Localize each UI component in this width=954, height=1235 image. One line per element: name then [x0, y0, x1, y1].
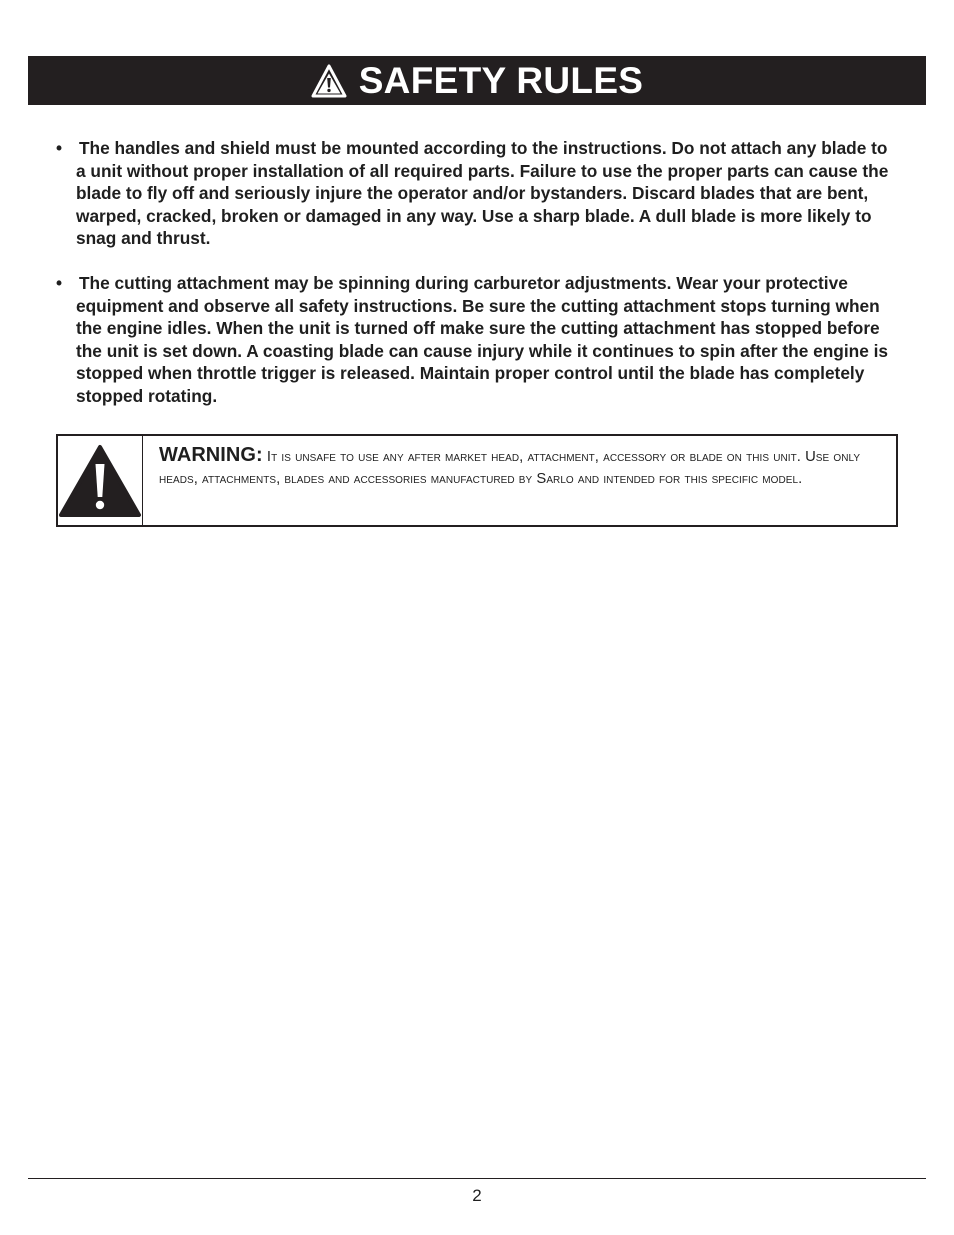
bullet-marker: • [56, 138, 63, 158]
warning-icon-cell [58, 436, 143, 525]
warning-body: It is unsafe to use any after market head, attachment, accessory or blade on this unit. Use only heads, attachments, blades and accessories manufactured by Sarlo and intended for this specific model. [159, 449, 861, 487]
title-group [311, 62, 644, 99]
page-number: 2 [472, 1186, 482, 1205]
warning-message [143, 436, 896, 525]
safety-rule-item [56, 137, 901, 250]
safety-rule-text: The handles and shield must be mounted according to the instructions. Do not attach any blade to a unit without proper installation of all required parts. Failure to use the proper parts can cause the blade to fly off and seriously injure the operator and/or bystanders. Discard blades that are bent, warped, cracked, broken or damaged in any way. Use a sharp blade. A dull blade is more likely to snag and thrust. [76, 138, 889, 249]
warning-box [56, 434, 898, 527]
footer-divider [28, 1178, 926, 1179]
page-title: SAFETY RULES [358, 60, 644, 101]
warning-exclamation-icon [58, 444, 142, 518]
bullet-marker: • [56, 272, 63, 293]
safety-rules-list [56, 137, 901, 408]
warning-label: WARNING: [159, 444, 263, 466]
warning-triangle-icon [311, 64, 347, 98]
title-bar [28, 56, 926, 105]
safety-rule-item [56, 272, 901, 408]
safety-rule-text: The cutting attachment may be spinning during carburetor adjustments. Wear your protective equipment and observe all safety instructions. Be sure the cutting attachment stops turning when the engine idles. When the unit is turned off make sure the cutting attachment has stopped before the unit is set down. A coasting blade can cause injury while it continues to spin after the engine is stopped when throttle trigger is released. Maintain proper control until the blade has completely stopped rotating. [76, 272, 889, 406]
